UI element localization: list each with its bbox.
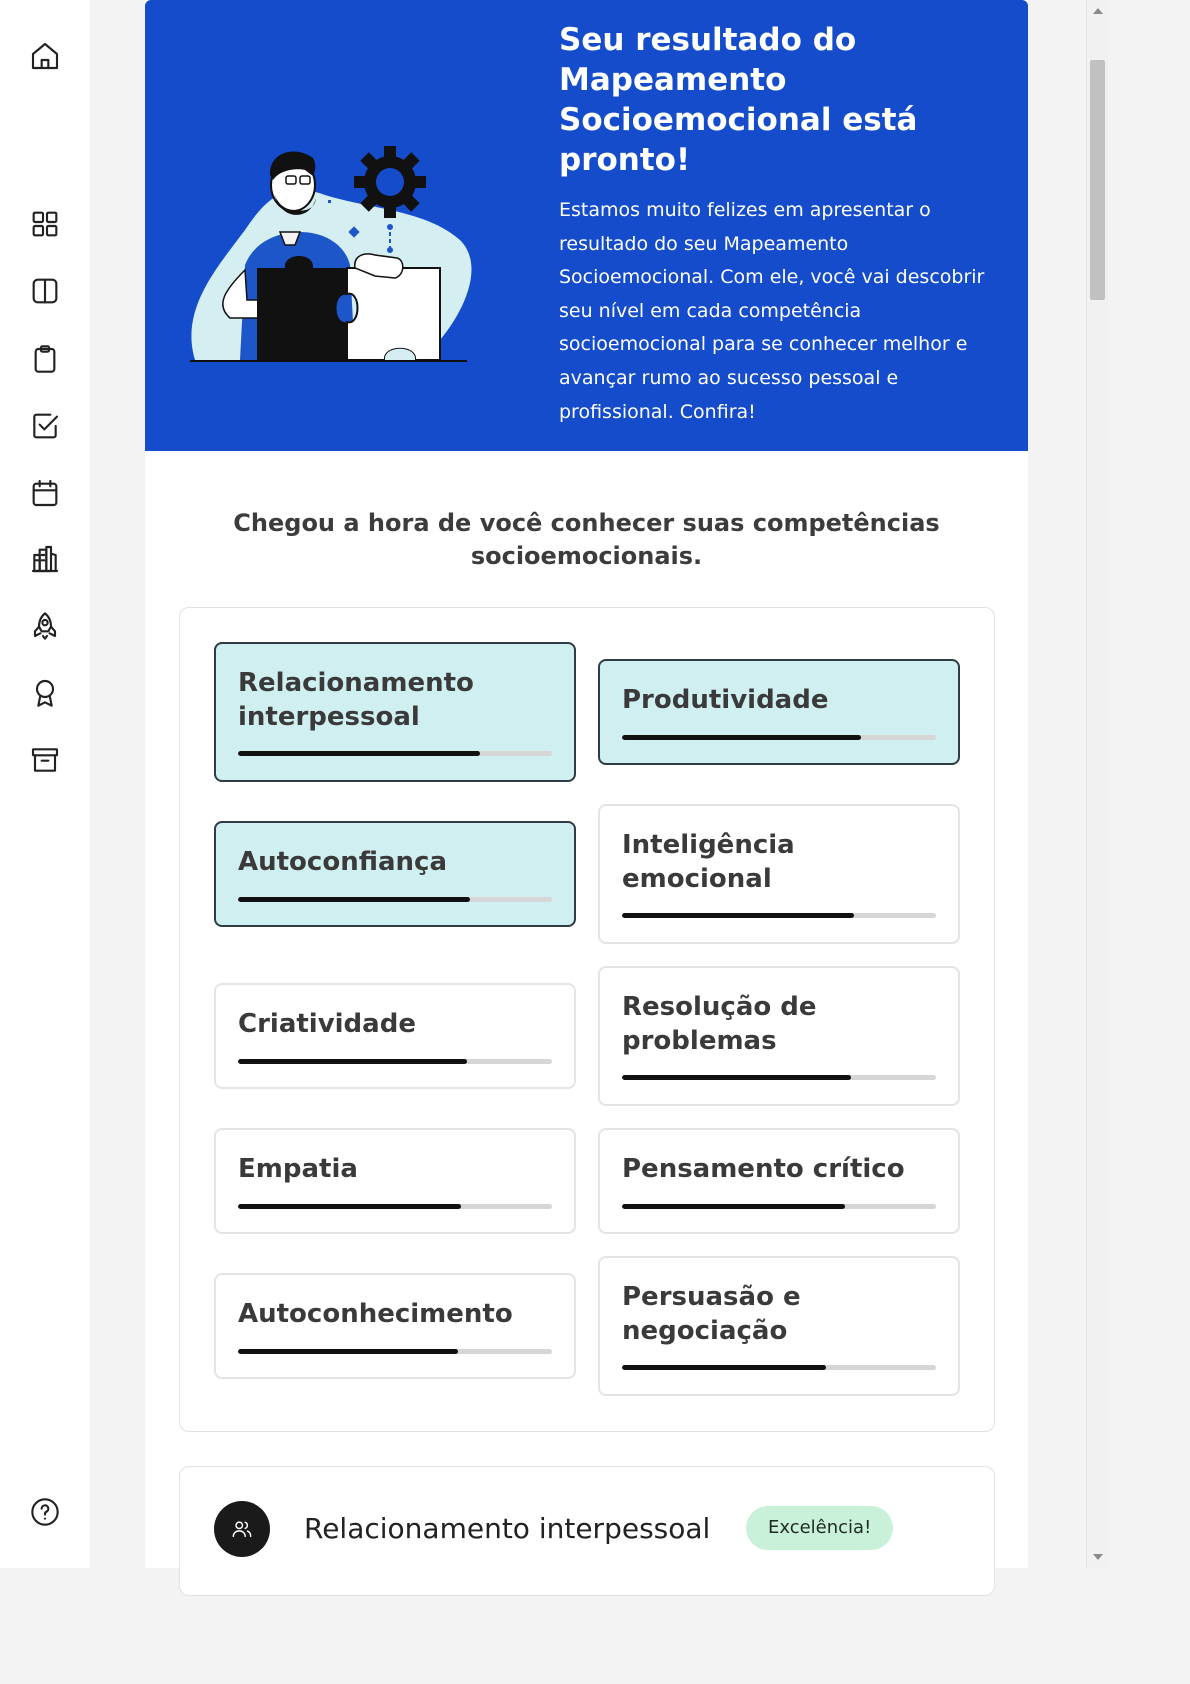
competency-card-autoconhecimento[interactable] [214, 1273, 576, 1379]
competency-progress-bar [622, 913, 936, 918]
rocket-icon[interactable] [27, 608, 63, 644]
competency-progress-fill [622, 1075, 851, 1080]
intro-line-1: Chegou a hora de você conhecer suas competências [233, 509, 940, 537]
award-icon[interactable] [27, 675, 63, 711]
competency-progress-fill [622, 913, 854, 918]
competency-progress-bar [622, 735, 936, 740]
competency-progress-fill [622, 735, 861, 740]
competency-progress-bar [622, 1365, 936, 1370]
results-hero-banner [145, 0, 1028, 451]
competency-label: Persuasão e negociação [622, 1282, 801, 1346]
hero-description: Estamos muito felizes em apresentar o resultado do seu Mapeamento Socioemocional. Com ele, você vai descobrir seu nível em cada competência socioemocional para se conhecer melhor e avançar rumo ao sucesso pessoal e profissional. Confira! [559, 199, 985, 423]
competency-progress-bar [238, 751, 552, 756]
competency-label: Autoconhecimento [238, 1299, 513, 1329]
competency-label: Inteligência emocional [622, 830, 795, 894]
checklist-icon[interactable] [27, 408, 63, 444]
scroll-up-arrow-icon[interactable] [1093, 8, 1103, 14]
competency-detail-card [179, 1466, 995, 1596]
calendar-icon[interactable] [27, 475, 63, 511]
competency-progress-fill [622, 1204, 845, 1209]
competency-card-relacionamento-interpessoal[interactable] [214, 642, 576, 782]
competency-label: Autoconfiança [238, 847, 447, 877]
competency-progress-bar [622, 1204, 936, 1209]
competency-label: Resolução de problemas [622, 992, 817, 1056]
competency-card-empatia[interactable] [214, 1128, 576, 1234]
competency-label: Pensamento crítico [622, 1154, 905, 1184]
competency-card-pensamento-critico[interactable] [598, 1128, 960, 1234]
competency-progress-fill [238, 751, 480, 756]
intro-line-2: socioemocionais. [470, 542, 703, 570]
dashboard-grid-icon[interactable] [27, 206, 63, 242]
archive-box-icon[interactable] [27, 742, 63, 778]
competency-label: Criatividade [238, 1009, 416, 1039]
competency-label: Produtividade [622, 685, 829, 715]
competency-label: Empatia [238, 1154, 358, 1184]
hero-title: Seu resultado do Mapeamento Socioemocional está pronto! [559, 22, 918, 178]
help-circle-icon[interactable] [27, 1494, 63, 1530]
home-icon[interactable] [27, 38, 63, 74]
competency-card-inteligencia-emocional[interactable] [598, 804, 960, 944]
competency-label: Relacionamento interpessoal [238, 668, 474, 732]
competency-progress-fill [238, 1204, 461, 1209]
intro-heading [145, 507, 1028, 573]
level-badge: Excelência! [746, 1506, 893, 1550]
vertical-scrollbar[interactable] [1086, 0, 1108, 1568]
scrollbar-thumb[interactable] [1090, 60, 1105, 300]
competency-progress-fill [622, 1365, 826, 1370]
columns-layout-icon[interactable] [27, 273, 63, 309]
competency-progress-bar [238, 1349, 552, 1354]
competency-progress-bar [238, 1059, 552, 1064]
competency-progress-bar [238, 1204, 552, 1209]
results-page [145, 0, 1028, 1568]
clipboard-icon[interactable] [27, 341, 63, 377]
competency-progress-fill [238, 1349, 458, 1354]
competency-card-persuasao-e-negociacao[interactable] [598, 1256, 960, 1396]
people-icon [214, 1501, 270, 1557]
competencies-panel [179, 607, 995, 1432]
competency-card-autoconfianca[interactable] [214, 821, 576, 927]
competency-progress-bar [622, 1075, 936, 1080]
competency-card-resolucao-de-problemas[interactable] [598, 966, 960, 1106]
detail-title: Relacionamento interpessoal [304, 1512, 711, 1545]
competency-progress-bar [238, 897, 552, 902]
competency-progress-fill [238, 897, 470, 902]
competency-progress-fill [238, 1059, 467, 1064]
library-books-icon[interactable] [27, 541, 63, 577]
scroll-down-arrow-icon[interactable] [1093, 1554, 1103, 1560]
competency-card-produtividade[interactable] [598, 659, 960, 765]
man-with-puzzle-and-gear-illustration [185, 140, 485, 370]
sidebar-nav [0, 0, 90, 1568]
competency-card-criatividade[interactable] [214, 983, 576, 1089]
